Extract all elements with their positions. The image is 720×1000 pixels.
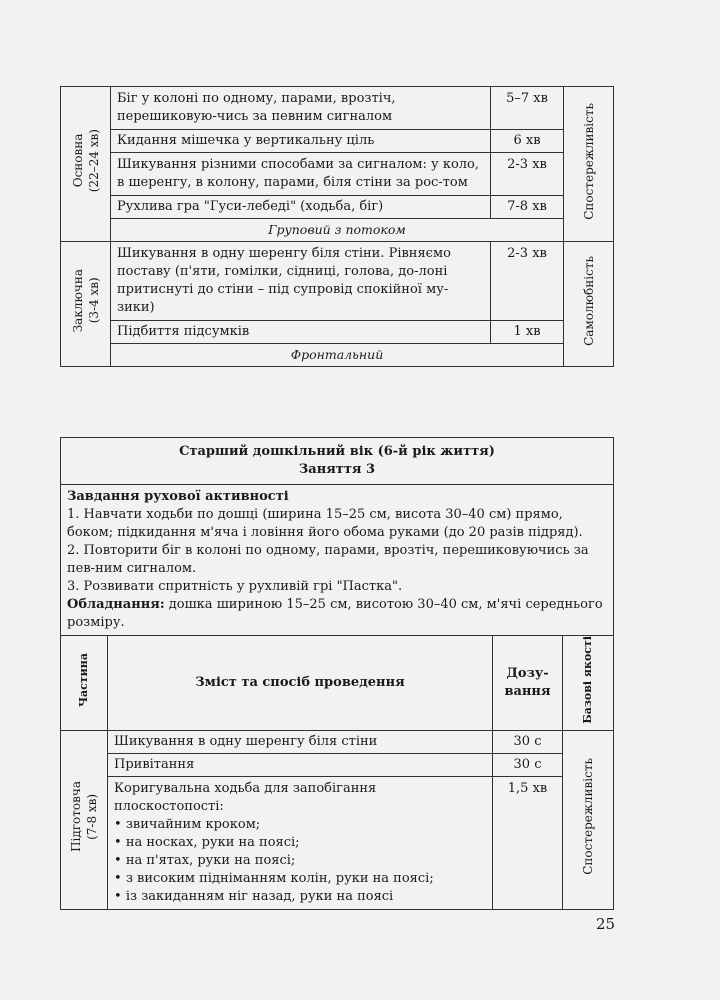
- content-cell: Біг у колоні по одному, парами, врозтіч, перешиковую-чись за певним сигналом: [111, 87, 491, 130]
- organization-form: Груповий з потоком: [111, 219, 564, 242]
- list-item: • на п'ятах, руки на поясі;: [114, 852, 486, 870]
- lesson-table-3: [60, 437, 614, 910]
- content-cell-walking: [108, 776, 493, 909]
- walking-list: [114, 816, 486, 906]
- content-cell: Привітання: [108, 753, 493, 776]
- dose-cell: 2-3 хв: [491, 242, 564, 321]
- dose-cell: 30 с: [493, 753, 563, 776]
- list-item: • з високим підніманням колін, руки на поясі;: [114, 870, 486, 888]
- dose-cell: 1,5 хв: [493, 776, 563, 909]
- header-content: Зміст та спосіб проведення: [108, 636, 493, 731]
- lesson-header: [61, 438, 614, 485]
- content-cell: Шикування в одну шеренгу біля стіни: [108, 730, 493, 753]
- content-cell: Рухлива гра "Гуси-лебеді" (ходьба, біг): [111, 196, 491, 219]
- header-part: Частина: [61, 636, 108, 731]
- dose-cell: 6 хв: [491, 130, 564, 153]
- list-item: • звичайним кроком;: [114, 816, 486, 834]
- dose-cell: 30 с: [493, 730, 563, 753]
- list-item: • із закиданням ніг назад, руки на поясі: [114, 888, 486, 906]
- part-cell-final: [61, 242, 111, 367]
- task-item: 2. Повторити біг в колоні по одному, парами, врозтіч, перешиковуючись за пев-ним сигналом.: [67, 543, 589, 576]
- quality-label: Самолюбність: [581, 256, 596, 346]
- lesson-number: Заняття 3: [298, 462, 376, 477]
- quality-label: Спостережливість: [581, 102, 596, 220]
- equipment-label: Обладнання:: [67, 597, 165, 612]
- quality-label: Спостережливість: [581, 758, 595, 876]
- lesson-table-continued: [60, 86, 614, 367]
- part-cell-prep: [61, 730, 108, 909]
- tasks-block: [61, 485, 614, 636]
- content-cell: Кидання мішечка у вертикальну ціль: [111, 130, 491, 153]
- quality-cell-main: [564, 87, 614, 242]
- walking-intro: Коригувальна ходьба для запобігання плоскостопості:: [114, 780, 377, 814]
- equipment-text: дошка шириною 15–25 см, висотою 30–40 см, м'ячі середнього розміру.: [67, 597, 603, 630]
- dose-cell: 1 хв: [491, 321, 564, 344]
- dose-cell: 5–7 хв: [491, 87, 564, 130]
- header-dose: Дозу-вання: [493, 636, 563, 731]
- content-cell: Шикування в одну шеренгу біля стіни. Рівняємо поставу (п'яти, гомілки, сідниці, голова, до-лоні притиснуті до стіни – під супровід спокійної му-зики): [111, 242, 491, 321]
- page-number: 25: [596, 915, 616, 933]
- dose-cell: 2-3 хв: [491, 153, 564, 196]
- task-item: 1. Навчати ходьби по дошці (ширина 15–25 см, висота 30–40 см) прямо, боком; підкидання м'яча і ловіння його обома руками (до 20 разів підряд).: [67, 507, 583, 540]
- header-quality: Базові якості: [563, 636, 614, 731]
- quality-cell-prep: [563, 730, 614, 909]
- part-cell-main: [61, 87, 111, 242]
- equipment: [67, 596, 607, 632]
- organization-form: Фронтальний: [111, 344, 564, 367]
- age-group-title: Старший дошкільний вік (6-й рік життя): [179, 444, 495, 459]
- content-cell: Шикування різними способами за сигналом: у коло, в шеренгу, в колону, парами, біля стіни за рос-том: [111, 153, 491, 196]
- tasks-heading: Завдання рухової активності: [67, 489, 289, 504]
- task-item: 3. Розвивати спритність у рухливій грі "Пастка".: [67, 579, 403, 594]
- list-item: • на носках, руки на поясі;: [114, 834, 486, 852]
- content-cell: Підбиття підсумків: [111, 321, 491, 344]
- part-label-prep: Підготовча (7-8 хв): [69, 781, 99, 853]
- dose-cell: 7-8 хв: [491, 196, 564, 219]
- quality-cell-final: [564, 242, 614, 367]
- part-label-main: Основна (22–24 хв): [70, 129, 101, 193]
- part-label-final: Заключна (3-4 хв): [70, 269, 101, 333]
